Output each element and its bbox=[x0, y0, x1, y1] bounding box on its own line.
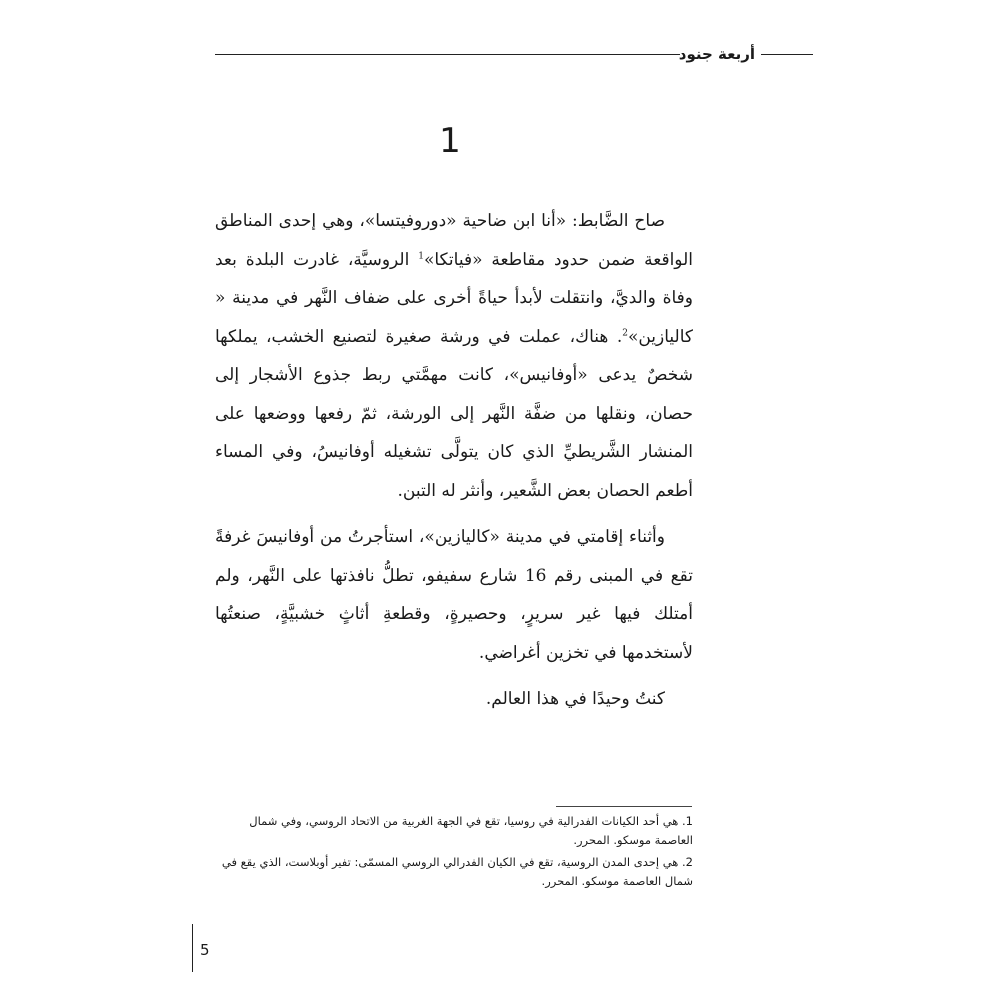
footnote-ref-2[interactable]: 2 bbox=[622, 327, 628, 338]
header-rule-right bbox=[761, 54, 813, 55]
page-number: 5 bbox=[200, 941, 210, 959]
paragraph-1-part-3: . هناك، عملت في ورشة صغيرة لتصنيع الخشب، يملكها شخصٌ يدعى «أوفانيس»، كانت مهمَّتي ربط جذوع الأشجار إلى حصان، ونقلها من ضفَّة النَّهر إلى الورشة، ثمّ رفعها ووضعها على المنشار الشَّريطيِّ الذي كان يتولَّى تشغيله أوفانيسُ، وفي المساء أطعم الحصان بعض الشَّعير، وأنثر له التبن. bbox=[215, 326, 693, 501]
chapter-number: 1 bbox=[439, 121, 461, 161]
page-number-divider bbox=[192, 924, 193, 972]
paragraph-1 bbox=[215, 202, 693, 510]
chapter-body bbox=[215, 202, 693, 727]
running-header bbox=[215, 42, 813, 66]
footnote-1: 1. هي أحد الكيانات الفدرالية في روسيا، تقع في الجهة الغربية من الاتحاد الروسي، وفي شمال العاصمة موسكو. المحرر. bbox=[249, 814, 693, 847]
header-rule-left bbox=[215, 54, 680, 55]
paragraph-2: وأثناء إقامتي في مدينة «كاليازين»، استأجرتُ من أوفانيسَ غرفةً تقع في المبنى رقم 16 شارع سفيفو، تطلُّ نافذتها على النَّهر، ولم أمتلك فيها غير سريرٍ، وحصيرةٍ، وقطعةِ أثاثٍ خشبيَّةٍ، صنعتُها لأستخدمها في تخزين أغراضي. bbox=[215, 527, 693, 663]
footnote-2: 2. هي إحدى المدن الروسية، تقع في الكيان الفدرالي الروسي المسمّى: تفير أوبلاست، الذي يقع في شمال العاصمة موسكو. المحرر. bbox=[221, 855, 693, 888]
book-title: أربعة جنود bbox=[678, 45, 755, 63]
footnotes bbox=[215, 812, 693, 894]
footnote-ref-1[interactable]: 1 bbox=[418, 250, 424, 261]
paragraph-3: كنتُ وحيدًا في هذا العالم. bbox=[485, 689, 665, 709]
paragraph-1-part-2: الروسيَّة، غادرت البلدة بعد وفاة والديَّ، وانتقلت لأبدأ حياةً أخرى على ضفاف النَّهر في مدينة « كاليازين» bbox=[215, 249, 693, 347]
footnote-divider bbox=[556, 806, 692, 807]
paragraph-1-part-1: صاح الضَّابط: «أنا ابن ضاحية «دوروفيتسا»، وهي إحدى المناطق الواقعة ضمن حدود مقاطعة «فياتكا» bbox=[215, 211, 693, 270]
